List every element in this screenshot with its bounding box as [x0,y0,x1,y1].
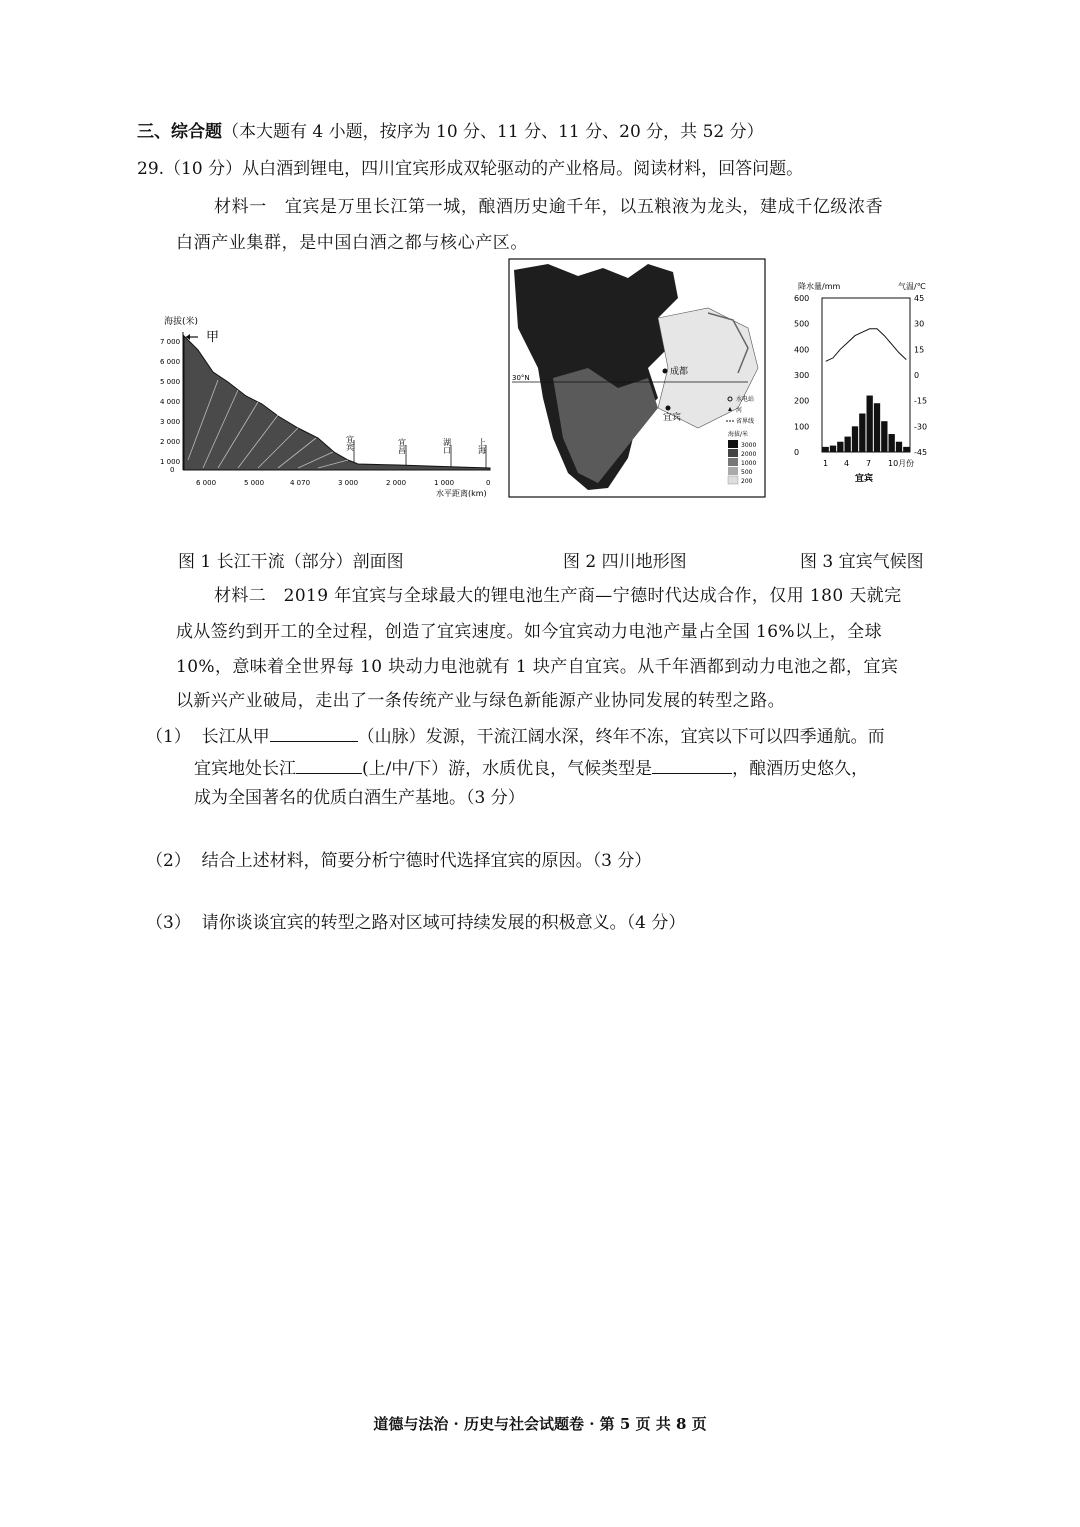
fig1-cities [346,434,487,468]
fig3-x-tick: 10月份 [888,459,915,468]
fig1-x-title: 水平距离(km) [436,489,487,498]
fig2-elev-value: 200 [741,478,753,485]
fig2-legend-item: 水电站 [736,396,755,403]
fig1-y-title: 海拔(米) [164,317,199,327]
material2-line3: 10%，意味着全世界每 10 块动力电池就有 1 块产自宜宾。从千年酒都到动力电池之都，宜宾 [176,657,899,677]
fig1-city-label: 宜昌 [397,438,407,454]
question-text: （10 分）从白酒到锂电，四川宜宾形成双轮驱动的产业格局。阅读材料，回答问题。 [164,159,804,179]
fig1-x-tick: 0 [486,479,491,487]
fig3-right-tick: 15 [914,345,925,355]
subq3 [146,912,685,934]
fig3-left-tick: 400 [794,345,810,355]
subq1-part-d: (上/中/下）游，水质优良，气候类型是 [362,759,653,779]
fig3-x-tick: 4 [844,459,850,468]
fig2-legend-item: 省界线 [736,418,755,425]
fig3-right-tick: 0 [914,371,920,380]
fig3-left-tick: 100 [794,422,810,432]
section-title: 三、综合题 [137,122,222,142]
fig1-x-tick: 5 000 [244,479,265,487]
fig2-elev-value: 3000 [741,442,757,449]
fig3-plot-frame [822,298,910,452]
fig3-precip-bar [874,403,880,452]
fig1-x-tick: 4 070 [290,479,311,487]
figure1-profile [158,310,498,505]
fig1-y-tick: 6 000 [160,358,181,366]
fig1-city-label: 湖口 [442,438,452,454]
fig3-station: 宜宾 [855,474,874,484]
fig2-chengdu-label: 成都 [670,367,689,377]
fig3-x-axis [823,458,914,468]
fig3-precip-bar [859,414,865,453]
section-heading [137,121,764,143]
fig3-right-tick: -30 [914,422,928,432]
fig2-yibin-label: 宜宾 [663,413,682,423]
fig3-precip-bar [881,421,887,452]
fig3-right-title: 气温/℃ [898,282,926,291]
fig3-right-tick: 45 [914,294,925,303]
fig1-x-axis [196,479,490,498]
fig1-y-tick: 3 000 [160,418,181,426]
answer-blank-climate[interactable] [652,756,732,774]
fig3-precip-bar [823,447,829,452]
fig1-city-label: 宜宾 [345,435,355,451]
material1-line1 [214,196,883,218]
fig1-y-tick: 1 000 [160,458,181,466]
fig3-precip-bar [896,442,902,452]
fig3-left-tick: 200 [794,396,810,406]
fig1-y-tick: 5 000 [160,378,181,386]
fig3-temperature-line [826,329,907,362]
fig1-source-label: 甲 [206,330,220,345]
fig3-precip-bar [852,426,858,452]
fig3-precip-bar [830,446,836,452]
question-number: 29. [137,159,165,179]
fig3-left-tick: 0 [794,448,800,457]
material2-text1: 2019 年宜宾与全球最大的锂电池生产商—宁德时代达成合作，仅用 180 天就完 [283,586,902,606]
question-stem [137,158,803,180]
fig3-left-tick: 300 [794,371,810,380]
figure3-climate [792,278,944,488]
fig3-caption: 图 3 宜宾气候图 [800,552,924,572]
answer-blank-reach[interactable] [296,756,362,774]
fig2-legend-item: 河 [736,407,743,414]
fig1-x-tick: 2 000 [386,479,407,487]
figure2-map [508,258,766,498]
fig2-chengdu-dot [663,369,668,374]
subq3-text: 请你谈谈宜宾的转型之路对区域可持续发展的积极意义。（4 分） [201,913,686,933]
fig3-left-tick: 500 [794,319,810,329]
fig3-precip-bar [903,447,909,452]
material1-line2: 白酒产业集群，是中国白酒之都与核心产区。 [176,233,528,253]
fig3-right-axis [914,294,927,457]
material2-line2: 成从签约到开工的全过程，创造了宜宾速度。如今宜宾动力电池产量占全国 16%以上，全球 [176,622,882,642]
fig2-elev-title: 海拔/米 [728,431,749,438]
subq3-num: （3） [146,913,191,933]
fig3-right-tick: -45 [914,448,928,457]
subq2-num: （2） [146,851,191,871]
page-footer: 道德与法治 · 历史与社会试题卷 · 第 5 页 共 8 页 [373,1415,707,1433]
material2-line4: 以新兴产业破局，走出了一条传统产业与绿色新能源产业协同发展的转型之路。 [176,691,785,711]
fig1-city-label: 上海 [477,438,487,454]
subq1-num: （1） [146,727,191,747]
fig1-y-tick: 2 000 [160,438,181,446]
section-note: （本大题有 4 小题，按序为 10 分、11 分、11 分、20 分，共 52 分） [222,122,764,142]
fig3-x-tick: 7 [866,459,872,468]
fig1-x-tick: 1 000 [434,479,455,487]
fig1-y-tick: 4 000 [160,398,181,406]
subq2 [146,850,651,872]
fig3-bars [823,396,910,452]
fig3-left-tick: 600 [794,294,810,303]
fig1-y-tick: 0 [170,466,175,474]
fig3-precip-bar [845,437,851,452]
fig3-x-tick: 1 [823,459,829,468]
fig3-right-tick: -15 [914,396,928,406]
fig3-left-axis [794,294,809,457]
subq1-part-b: （山脉）发源，干流江阔水深，终年不冻，宜宾以下可以四季通航。而 [357,727,885,747]
fig2-elev-value: 500 [741,469,753,476]
subq1-part-e: ，酿酒历史悠久， [732,759,869,779]
material2-line1 [214,585,902,607]
fig1-y-tick: 7 000 [160,338,181,346]
fig3-precip-bar [889,434,895,452]
material1-text1: 宜宾是万里长江第一城，酿酒历史逾千年，以五粮液为龙头，建成千亿级浓香 [284,197,884,217]
subq1-line2 [194,756,868,780]
fig2-elev-value: 2000 [741,451,757,458]
fig1-y-axis [160,338,180,474]
fig3-precip-bar [837,442,843,452]
fig2-lat-label: 30°N [512,374,530,382]
subq1-line3: 成为全国著名的优质白酒生产基地。（3 分） [194,788,525,808]
subq2-text: 结合上述材料，简要分析宁德时代选择宜宾的原因。（3 分） [201,851,652,871]
answer-blank-mountain[interactable] [270,724,358,742]
fig3-right-tick: 30 [914,319,925,329]
fig2-caption: 图 2 四川地形图 [563,552,687,572]
fig2-yibin-dot [666,406,671,411]
material1-label: 材料一 [214,197,267,217]
fig3-precip-bar [867,396,873,452]
material2-label: 材料二 [214,586,267,606]
subq1-part-a: 长江从甲 [201,727,270,747]
subq1-line1 [146,724,885,748]
fig1-caption: 图 1 长江干流（部分）剖面图 [178,552,404,572]
fig1-x-tick: 6 000 [196,479,217,487]
fig1-x-tick: 3 000 [338,479,359,487]
fig2-elev-value: 1000 [741,460,757,467]
fig3-left-title: 降水量/mm [798,282,841,291]
subq1-part-c: 宜宾地处长江 [194,759,296,779]
